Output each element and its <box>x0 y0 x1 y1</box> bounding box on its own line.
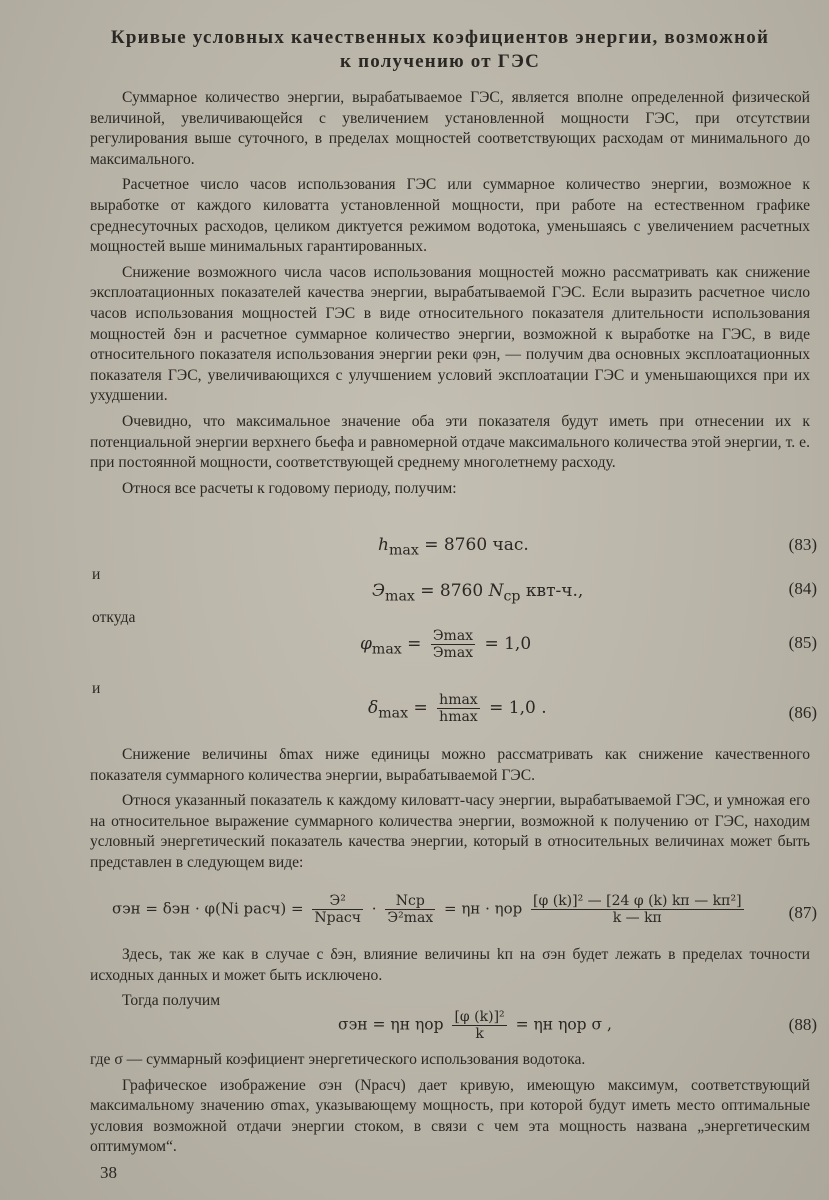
body-block-2 <box>90 745 810 879</box>
page-title <box>60 26 820 74</box>
equation-number-86: (86) <box>788 703 817 722</box>
eq85-equals: = <box>407 634 422 654</box>
word-and: и <box>92 566 101 583</box>
paragraph: Графическое изображение σэн (Nрасч) дает кривую, имеющую максимум, соответствующий максимальному значению σmax, указывающему мощность, при которой будут иметь место оптимальные условия возможной отдачи энергии стоком, в связи с чем эта мощность названа „энергетическим оптимумом“. <box>90 1076 810 1156</box>
title-line-2: к получению от ГЭС <box>340 51 540 72</box>
body-block-4 <box>90 1050 810 1163</box>
paragraph: Очевидно, что максимальное значение оба эти показателя будут иметь при отнесении их к потенциальной энергии верхнего бьефа и равномерной отдаче максимального количества этой энергии, т. е. при постоянной мощности, соответствующей среднему многолетнему расходу. <box>90 412 810 472</box>
paragraph: Тогда получим <box>122 992 221 1010</box>
eq86-denominator: hmax <box>439 709 478 725</box>
eq87-f1-denominator: Nрасч <box>314 910 362 926</box>
eq84-sub: max <box>385 588 415 605</box>
eq88-part1: σэн = ηн ηор <box>338 1015 444 1034</box>
eq85-numerator: Эmax <box>432 628 474 644</box>
paragraph: Здесь, так же как в случае с δэн, влияние величины kп на σэн будет лежать в пределах точности исходных данных и может быть исключено. <box>90 946 810 984</box>
eq87-f3-numerator: [φ (k)]² — [24 φ (k) kп — kп²] <box>533 893 742 909</box>
eq85-rhs: = 1,0 <box>484 634 532 654</box>
eq84-n: N <box>488 581 504 601</box>
equation-84 <box>372 581 583 604</box>
eq88-fraction <box>452 1009 506 1042</box>
equation-number-88: (88) <box>788 1015 817 1034</box>
eq87-fraction-2 <box>385 893 435 926</box>
eq85-sub: max <box>371 641 402 658</box>
equation-number-84: (84) <box>788 579 817 598</box>
equation-number-83: (83) <box>788 535 817 554</box>
paragraph: Снижение возможного числа часов использования мощностей можно рассматривать как снижение эксплоатационных показателей качества энергии, вырабатываемой ГЭС. Если выразить расчетное число часов использования мощностей ГЭС в виде относительного показателя длительности использования мощностей δэн и расчетное суммарное количество энергии, возможной к выработке на ГЭС, в виде относительного показателя использования энергии реки φэн, — получим два основных эксплоатационных показателя ГЭС, увеличивающихся с улучшением условий эксплоатации ГЭС и уменьшающихся при их ухудшении. <box>90 263 810 405</box>
paragraph: Суммарное количество энергии, вырабатываемое ГЭС, является вполне определенной физической величиной, увеличивающейся с увеличением установленной мощности ГЭС, при отсутствии регулирования выше суточного, в пределах мощностей соответствующих расходам от минимального до максимального. <box>90 89 810 168</box>
equation-number-87: (87) <box>788 903 817 922</box>
eq86-sub: max <box>378 705 409 722</box>
eq87-fraction-3 <box>531 893 744 926</box>
eq87-f2-numerator: Nср <box>385 893 435 910</box>
eq84-lhs: Э <box>372 581 386 601</box>
title-line-1: Кривые условных качественных коэфициентов энергии, возможной <box>110 27 770 48</box>
word-whence: откуда <box>92 609 136 626</box>
eq84-rhs1: = 8760 <box>420 581 484 601</box>
eq87-dot: · <box>371 899 377 918</box>
eq83-sub: max <box>388 542 419 559</box>
eq86-equals: = <box>413 698 428 718</box>
equation-87 <box>112 893 748 926</box>
paragraph: Относя все расчеты к годовому периоду, получим: <box>122 479 457 497</box>
eq87-part2: = ηн · ηор <box>443 899 523 918</box>
paragraph: Расчетное число часов использования ГЭС или суммарное количество энергии, возможное к выработке от каждого киловатта установленной мощности, при работе на естественном графике среднесуточных расходов, целиком диктуется режимом водотока, уменьшаясь с увеличением расчетных мощностей выше минимальных гарантированных. <box>90 176 810 256</box>
eq83-lhs: h <box>378 535 389 555</box>
eq84-rhs2: квт-ч., <box>525 581 584 601</box>
equation-85 <box>360 628 531 661</box>
body-block-1 <box>90 88 810 504</box>
eq83-rhs: = 8760 час. <box>424 535 529 555</box>
eq86-numerator: hmax <box>439 692 478 708</box>
eq84-nsub: ср <box>503 588 521 605</box>
equation-86 <box>368 692 547 725</box>
equation-83 <box>378 535 529 558</box>
paragraph: где σ — суммарный коэфициент энергетического использования водотока. <box>90 1051 586 1068</box>
eq88-numerator: [φ (k)]² <box>454 1009 505 1025</box>
page-number: 38 <box>100 1163 117 1182</box>
eq86-lhs: δ <box>368 698 379 718</box>
equation-number-85: (85) <box>788 633 817 652</box>
eq88-part2: = ηн ηор σ , <box>515 1015 612 1034</box>
eq85-lhs: φ <box>360 634 372 654</box>
eq87-f1-numerator: Э² <box>312 893 363 910</box>
eq86-fraction <box>437 692 480 725</box>
eq85-fraction <box>431 628 475 661</box>
paragraph: Снижение величины δmax ниже единицы можно рассматривать как снижение качественного показателя суммарного количества энергии, вырабатываемой ГЭС. <box>90 746 810 784</box>
equation-88 <box>338 1009 612 1042</box>
eq87-part1: σэн = δэн · φ(Nі расч) = <box>112 899 304 918</box>
word-and: и <box>92 680 101 697</box>
eq85-denominator: Эmax <box>432 645 474 661</box>
eq87-fraction-1 <box>312 893 363 926</box>
eq87-f2-denominator: Э²max <box>387 910 434 926</box>
paragraph: Относя указанный показатель к каждому киловатт-часу энергии, вырабатываемой ГЭС, и умножая его на относительное выражение суммарного количества энергии, возможной к получению от ГЭС, находим условный энергетический показатель качества энергии, который в относительных величинах может быть представлен в следующем виде: <box>90 792 810 871</box>
eq87-f3-denominator: k — kп <box>612 910 662 926</box>
eq86-rhs: = 1,0 . <box>489 698 547 718</box>
body-block-3 <box>90 945 810 1017</box>
eq88-denominator: k <box>475 1026 484 1042</box>
